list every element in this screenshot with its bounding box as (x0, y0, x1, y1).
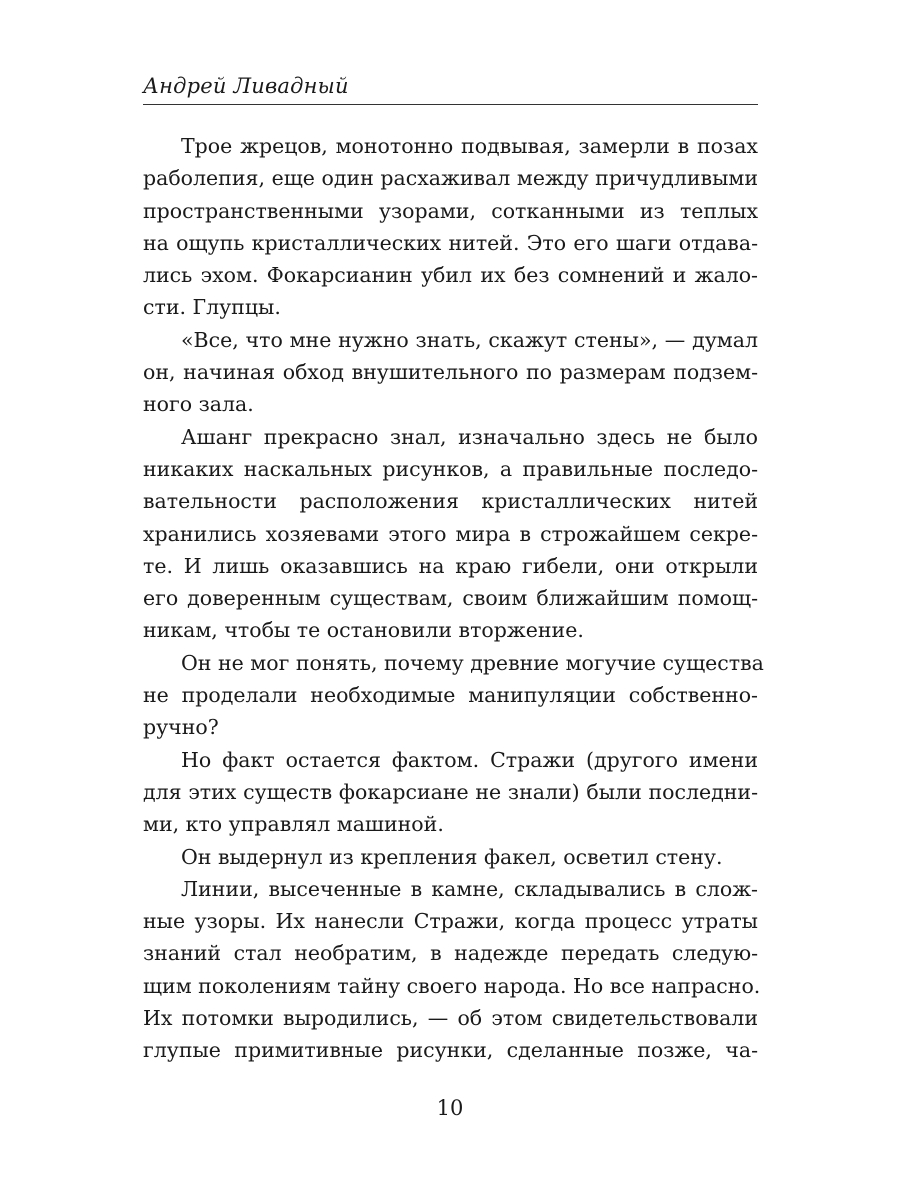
text-line: его доверенным существам, своим ближайшим помощ- (143, 586, 758, 611)
text-line: хранились хозяевами этого мира в строжайшем секре- (143, 521, 758, 546)
text-line: ручно? (143, 715, 219, 740)
running-head-author: Андрей Ливадный (143, 74, 349, 98)
text-line: раболепия, еще один расхаживал между причудливыми (143, 166, 758, 191)
text-line: никам, чтобы те остановили вторжение. (143, 618, 584, 643)
text-line: на ощупь кристаллических нитей. Это его шаги отдава- (143, 230, 758, 255)
text-line: Он выдернул из крепления факел, осветил стену. (181, 844, 723, 869)
text-line: ного зала. (143, 392, 254, 417)
text-line: не проделали необходимые манипуляции собственно- (143, 683, 758, 708)
text-line: он, начиная обход внушительного по размерам подзем- (143, 360, 758, 385)
body-text (143, 130, 764, 1067)
text-line: те. И лишь оказавшись на краю гибели, они открыли (143, 553, 758, 578)
text-line: никаких наскальных рисунков, а правильные последо- (143, 456, 758, 481)
text-line: щим поколениям тайну своего народа. Но все напрасно. (143, 973, 761, 998)
text-line: Линии, высеченные в камне, складывались в слож- (181, 876, 758, 901)
text-line: сти. Глупцы. (143, 295, 281, 320)
text-line: ные узоры. Их нанесли Стражи, когда процесс утраты (143, 909, 758, 934)
text-line: Но факт остается фактом. Стражи (другого имени (181, 747, 758, 772)
text-line: лись эхом. Фокарсианин убил их без сомнений и жало- (143, 263, 758, 288)
text-line: Трое жрецов, монотонно подвывая, замерли в позах (181, 134, 758, 158)
text-line: Он не мог понять, почему древние могучие существа (181, 650, 764, 675)
text-line: пространственными узорами, сотканными из теплых (143, 198, 758, 223)
text-line: знаний стал необратим, в надежде передать следую- (143, 941, 758, 966)
header-rule (143, 104, 758, 105)
page-number: 10 (436, 1096, 464, 1120)
text-line: для этих существ фокарсиане не знали) были последни- (143, 779, 758, 804)
text-line: Ашанг прекрасно знал, изначально здесь не было (181, 424, 758, 449)
text-line: глупые примитивные рисунки, сделанные позже, ча- (143, 1038, 758, 1063)
text-line: Их потомки выродились, — об этом свидетельствовали (143, 1006, 758, 1031)
text-line: вательности расположения кристаллических нитей (143, 489, 758, 514)
text-line: «Все, что мне нужно знать, скажут стены», — думал (181, 327, 758, 352)
text-line: ми, кто управлял машиной. (143, 812, 444, 837)
